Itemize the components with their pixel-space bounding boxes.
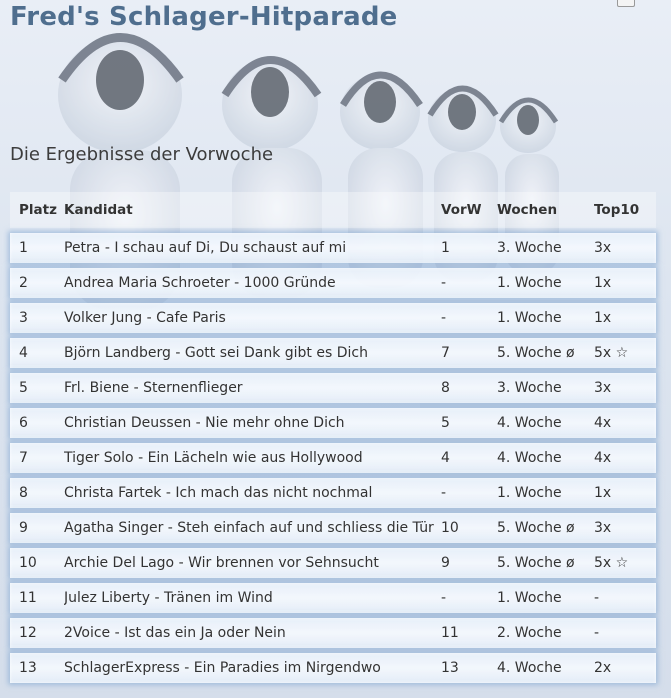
- cell-kandidat: Christa Fartek - Ich mach das nicht nochmal: [64, 485, 373, 501]
- table-row: [10, 338, 656, 368]
- cell-kandidat: Volker Jung - Cafe Paris: [64, 310, 226, 326]
- hitparade-table: [10, 192, 656, 683]
- cell-platz: 2: [19, 275, 28, 291]
- table-row: [10, 653, 656, 683]
- cell-vorw: -: [441, 485, 447, 501]
- cell-kandidat: Agatha Singer - Steh einfach auf und schliess die Tür: [64, 520, 434, 536]
- cell-top10: -: [594, 625, 600, 641]
- table-row: [10, 548, 656, 578]
- cell-kandidat: Julez Liberty - Tränen im Wind: [64, 590, 273, 606]
- cell-kandidat: 2Voice - Ist das ein Ja oder Nein: [64, 625, 286, 641]
- header-wochen: Wochen: [497, 202, 558, 218]
- cell-wochen: 4. Woche: [497, 660, 562, 676]
- cell-top10: 4x: [594, 450, 612, 466]
- cell-wochen: 2. Woche: [497, 625, 562, 641]
- table-row: [10, 618, 656, 648]
- table-row: [10, 583, 656, 613]
- cell-kandidat: Frl. Biene - Sternenflieger: [64, 380, 243, 396]
- cell-wochen: 1. Woche: [497, 590, 562, 606]
- cell-vorw: 10: [441, 520, 459, 536]
- page-title: Fred's Schlager-Hitparade: [10, 2, 398, 32]
- table-header: [10, 192, 656, 228]
- cell-vorw: 5: [441, 415, 450, 431]
- header-vorw: VorW: [441, 202, 482, 218]
- cell-top10: 1x: [594, 485, 612, 501]
- table-row: [10, 443, 656, 473]
- table-row: [10, 303, 656, 333]
- cell-wochen: 5. Woche ø: [497, 520, 575, 536]
- cell-platz: 1: [19, 240, 28, 256]
- print-icon[interactable]: [617, 0, 635, 7]
- cell-top10: 3x: [594, 520, 612, 536]
- page-subtitle: Die Ergebnisse der Vorwoche: [10, 144, 274, 165]
- cell-vorw: 1: [441, 240, 450, 256]
- header-kandidat: Kandidat: [64, 202, 133, 218]
- table-row: [10, 233, 656, 263]
- cell-wochen: 1. Woche: [497, 310, 562, 326]
- cell-wochen: 5. Woche ø: [497, 345, 575, 361]
- table-row: [10, 268, 656, 298]
- table-row: [10, 408, 656, 438]
- table-row: [10, 513, 656, 543]
- cell-kandidat: SchlagerExpress - Ein Paradies im Nirgendwo: [64, 660, 381, 676]
- cell-platz: 7: [19, 450, 28, 466]
- cell-wochen: 4. Woche: [497, 450, 562, 466]
- header-platz: Platz: [19, 202, 57, 218]
- cell-vorw: 9: [441, 555, 450, 571]
- cell-kandidat: Björn Landberg - Gott sei Dank gibt es Dich: [64, 345, 368, 361]
- cell-top10: 5x ☆: [594, 345, 629, 361]
- cell-kandidat: Christian Deussen - Nie mehr ohne Dich: [64, 415, 345, 431]
- header-top10: Top10: [594, 202, 640, 218]
- cell-top10: -: [594, 590, 600, 606]
- cell-top10: 5x ☆: [594, 555, 629, 571]
- table-row: [10, 373, 656, 403]
- cell-vorw: -: [441, 590, 447, 606]
- cell-vorw: 4: [441, 450, 450, 466]
- cell-top10: 2x: [594, 660, 612, 676]
- cell-platz: 3: [19, 310, 28, 326]
- cell-platz: 5: [19, 380, 28, 396]
- cell-top10: 4x: [594, 415, 612, 431]
- cell-top10: 1x: [594, 310, 612, 326]
- cell-wochen: 1. Woche: [497, 485, 562, 501]
- cell-platz: 6: [19, 415, 28, 431]
- cell-vorw: -: [441, 275, 447, 291]
- cell-vorw: 11: [441, 625, 459, 641]
- table-row: [10, 478, 656, 508]
- cell-wochen: 1. Woche: [497, 275, 562, 291]
- cell-vorw: 8: [441, 380, 450, 396]
- cell-vorw: 13: [441, 660, 459, 676]
- cell-wochen: 4. Woche: [497, 415, 562, 431]
- cell-wochen: 3. Woche: [497, 380, 562, 396]
- cell-platz: 12: [19, 625, 37, 641]
- cell-platz: 9: [19, 520, 28, 536]
- cell-kandidat: Andrea Maria Schroeter - 1000 Gründe: [64, 275, 336, 291]
- cell-vorw: 7: [441, 345, 450, 361]
- cell-kandidat: Tiger Solo - Ein Lächeln wie aus Hollywood: [64, 450, 363, 466]
- cell-kandidat: Petra - I schau auf Di, Du schaust auf mi: [64, 240, 347, 256]
- cell-wochen: 3. Woche: [497, 240, 562, 256]
- cell-platz: 4: [19, 345, 28, 361]
- cell-platz: 11: [19, 590, 37, 606]
- cell-top10: 3x: [594, 240, 612, 256]
- cell-top10: 1x: [594, 275, 612, 291]
- cell-wochen: 5. Woche ø: [497, 555, 575, 571]
- cell-vorw: -: [441, 310, 447, 326]
- cell-kandidat: Archie Del Lago - Wir brennen vor Sehnsucht: [64, 555, 379, 571]
- cell-top10: 3x: [594, 380, 612, 396]
- cell-platz: 13: [19, 660, 37, 676]
- cell-platz: 10: [19, 555, 37, 571]
- cell-platz: 8: [19, 485, 28, 501]
